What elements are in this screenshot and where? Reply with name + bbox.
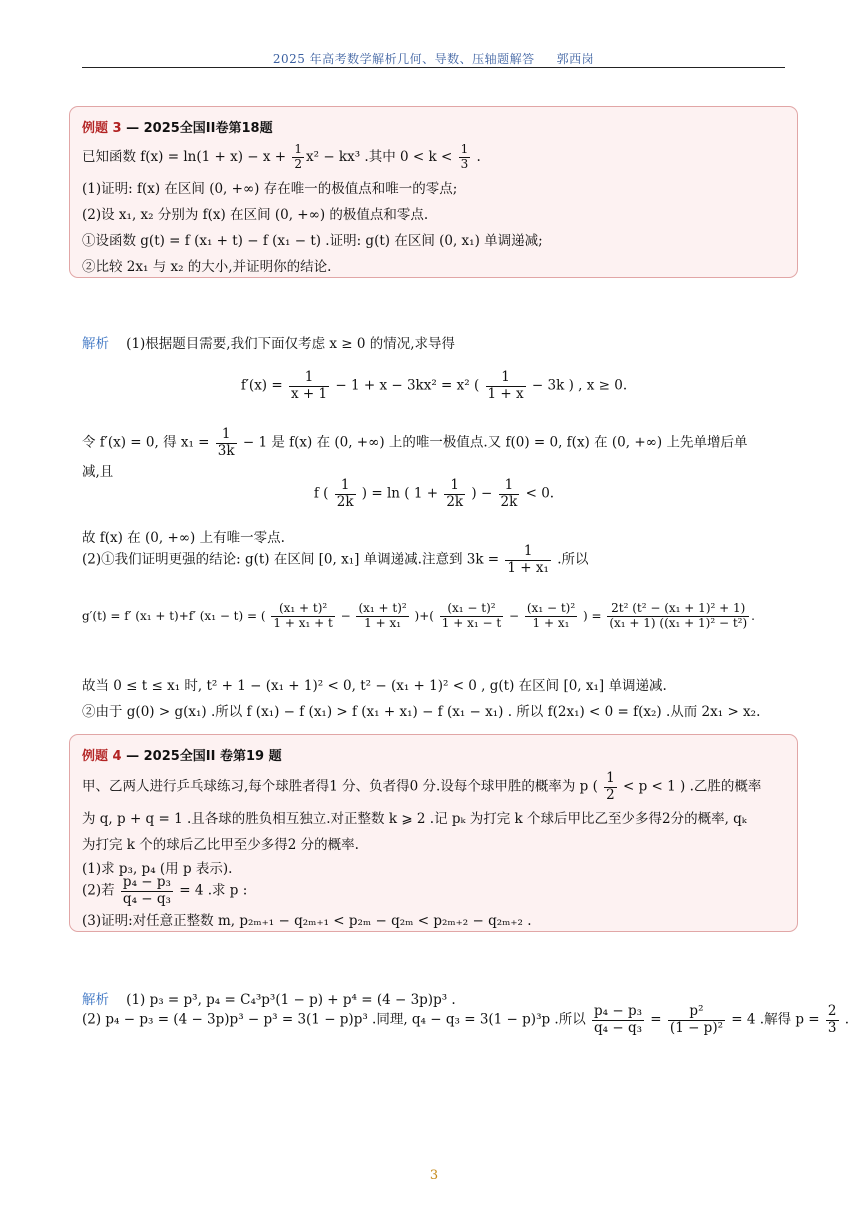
example-4-line-4: (1)求 p₃, p₄ (用 p 表示). (82, 861, 233, 877)
frac-den: 1 + x₁ (507, 559, 549, 576)
running-header (82, 50, 785, 67)
frac-den: 1 + x (487, 385, 524, 402)
example-3-box (69, 106, 798, 278)
eq3-f: . (751, 608, 755, 623)
frac-den: q₄ − q₃ (594, 1019, 643, 1036)
frac-den: (x₁ + 1) ((x₁ + 1)² − t²) (609, 615, 748, 630)
p2-b: − 1 是 f(x) 在 (0, +∞) 上的唯一极值点.又 f(0) = 0, f(x) 在 (0, +∞) 上先单增后单 (238, 434, 748, 451)
solution-4-label: 解析 (82, 992, 109, 1008)
example-4-label: 例题 4 (82, 749, 122, 764)
ex3-frac-half (292, 143, 304, 172)
example-4-title (82, 745, 282, 764)
frac-den: 1 + x₁ + t (273, 615, 333, 630)
example-4-line-1 (82, 771, 761, 803)
frac-num: 2 (827, 1003, 837, 1019)
p2-frac (216, 427, 237, 459)
frac-den: 2 (606, 786, 615, 803)
eq2-frac-1 (335, 478, 356, 510)
eq1-b: − 1 + x − 3kx² = x² ( (331, 377, 484, 394)
example-3-line-2: (1)证明: f(x) 在区间 (0, +∞) 存在唯一的极值点和唯一的零点; (82, 181, 458, 197)
sol4-p2a: (2) p₄ − p₃ = (4 − 3p)p³ − p³ = 3(1 − p)p³ .同理, q₄ − q₃ = 3(1 − p)³p .所以 (82, 1011, 590, 1028)
example-4-line-5 (82, 875, 247, 907)
ex3-l1b-text: x² − kx³ .其中 0 < k < (306, 148, 457, 165)
eq3-frac-5 (607, 602, 749, 631)
frac-den: 1 + x₁ (356, 616, 408, 631)
header-title: 2025 年高考数学解析几何、导数、压轴题解答 (272, 52, 535, 66)
page-number: 3 (429, 1168, 439, 1183)
ex3-l1-text: 已知函数 f(x) = ln(1 + x) − x + (82, 148, 291, 165)
frac-num: 1 (294, 142, 303, 156)
frac-den: q₄ − q₃ (122, 890, 171, 907)
frac-den: 1 + x₁ − t (441, 615, 502, 630)
eq3-a: g′(t) = f′ (x₁ + t)+f′ (x₁ − t) = ( (82, 608, 270, 623)
eq3-e: ) = (579, 608, 606, 623)
eq3-c: )+( (410, 608, 438, 623)
header-rule (82, 67, 785, 68)
example-4-line-2: 为 q, p + q = 1 .且各球的胜负相互独立.对正整数 k ⩾ 2 .记 pₖ 为打完 k 个球后甲比乙至少多得2分的概率, qₖ (82, 811, 747, 827)
frac-num: 1 (450, 477, 459, 493)
example-3-line-3: (2)设 x₁, x₂ 分别为 f(x) 在区间 (0, +∞) 的极值点和零点. (82, 207, 429, 223)
example-4-line-3: 为打完 k 个的球后乙比甲至少多得2 分的概率. (82, 837, 359, 853)
eq2-a: f ( (313, 485, 333, 502)
eq3-frac-2 (356, 602, 408, 631)
solution-3-eq2 (0, 478, 868, 510)
eq3-b: − (336, 608, 355, 623)
ex4-l5a: (2)若 (82, 882, 119, 899)
example-4-source: — 2025全国II 卷第19 题 (121, 749, 282, 764)
frac-num: 1 (523, 543, 533, 559)
frac-num: 1 (304, 369, 314, 385)
frac-num: (x₁ − t)² (447, 601, 496, 615)
p4-frac (505, 544, 551, 576)
frac-den: 2k (500, 493, 518, 510)
frac-den: x + 1 (290, 385, 328, 402)
solution-4-p1-text: (1) p₃ = p³, p₄ = C₄³p³(1 − p) + p⁴ = (4 − 3p)p³ . (126, 992, 456, 1008)
eq2-b: ) = ln ( 1 + (357, 485, 443, 502)
example-3-source: — 2025全国II卷第18题 (121, 121, 273, 136)
eq1-a: f′(x) = (240, 377, 287, 394)
frac-den: 3 (460, 156, 469, 171)
frac-num: 1 (221, 426, 231, 442)
eq2-frac-2 (444, 478, 465, 510)
header-author: 郭西岗 (556, 52, 595, 66)
sol4-frac-3 (826, 1004, 839, 1036)
frac-num: (x₁ + t)² (358, 601, 407, 615)
solution-3-p6: ②由于 g(0) > g(x₁) .所以 f (x₁) − f (x₁) > f (x₁ + x₁) − f (x₁ − x₁) . 所以 f(2x₁) < 0 = f(x₂) .从而 2x₁ > x₂. (82, 704, 761, 720)
p4-b: .所以 (552, 551, 589, 568)
solution-3-p4 (82, 544, 589, 576)
frac-den: 3 (827, 1019, 837, 1036)
solution-4-p2 (82, 1004, 849, 1036)
frac-num: (x₁ + t)² (278, 601, 328, 615)
frac-num: (x₁ − t)² (526, 601, 576, 615)
solution-3-p1-text: (1)根据题目需要,我们下面仅考虑 x ≥ 0 的情况,求导得 (126, 336, 456, 352)
solution-3-p2 (82, 427, 747, 459)
solution-3-p1 (82, 332, 455, 352)
example-3-label: 例题 3 (82, 121, 122, 136)
frac-den: 3k (217, 442, 235, 459)
ex3-l1c-text: . (472, 148, 481, 165)
example-4-box (69, 734, 798, 932)
sol4-p2c: = 4 .解得 p = (727, 1011, 824, 1028)
frac-num: 2t² (t² − (x₁ + 1)² + 1) (611, 601, 746, 615)
frac-num: 1 (504, 477, 514, 493)
eq3-d: − (505, 608, 523, 623)
ex4-l1b: < p < 1 ) .乙胜的概率 (618, 778, 762, 795)
frac-den: 1 + x₁ (525, 616, 577, 631)
ex4-frac-half (604, 771, 617, 803)
frac-num: p² (689, 1003, 704, 1019)
solution-3-p3: 故 f(x) 在 (0, +∞) 上有唯一零点. (82, 530, 285, 546)
frac-num: p₄ − p₃ (122, 874, 171, 890)
solution-3-eq3 (82, 602, 755, 631)
frac-den: 2k (446, 493, 464, 510)
frac-num: 1 (340, 477, 350, 493)
eq1-frac-2 (486, 370, 526, 402)
solution-3-eq1 (0, 370, 868, 402)
eq2-c: ) − (467, 485, 497, 502)
solution-3-p2c: 减,且 (82, 464, 114, 480)
frac-den: 2 (294, 156, 303, 171)
frac-num: 1 (460, 142, 469, 156)
solution-3-p5: 故当 0 ≤ t ≤ x₁ 时, t² + 1 − (x₁ + 1)² < 0, t² − (x₁ + 1)² < 0 , g(t) 在区间 [0, x₁] 单调递减. (82, 678, 667, 694)
ex4-l1a: 甲、乙两人进行乒乓球练习,每个球胜者得1 分、负者得0 分.设每个球甲胜的概率为 p ( (82, 778, 603, 795)
p4-a: (2)①我们证明更强的结论: g(t) 在区间 [0, x₁] 单调递减.注意到 3k = (82, 551, 504, 568)
p2-a: 令 f′(x) = 0, 得 x₁ = (82, 434, 214, 451)
eq3-frac-3 (440, 602, 503, 631)
eq2-d: < 0. (521, 485, 555, 502)
sol4-frac-2 (668, 1004, 725, 1036)
example-3-line-5: ②比较 2x₁ 与 x₂ 的大小,并证明你的结论. (82, 259, 332, 275)
eq2-frac-3 (499, 478, 520, 510)
example-4-line-6: (3)证明:对任意正整数 m, p₂ₘ₊₁ − q₂ₘ₊₁ < p₂ₘ − q₂ₘ < p₂ₘ₊₂ − q₂ₘ₊₂ . (82, 913, 532, 929)
ex4-frac-ratio (121, 875, 173, 907)
frac-num: 1 (501, 369, 510, 385)
sol4-frac-1 (592, 1004, 644, 1036)
eq3-frac-4 (525, 602, 577, 631)
ex4-l5b: = 4 .求 p : (174, 882, 248, 899)
eq3-frac-1 (271, 602, 334, 631)
example-3-line-4: ①设函数 g(t) = f (x₁ + t) − f (x₁ − t) .证明: g(t) 在区间 (0, x₁) 单调递减; (82, 233, 543, 249)
sol4-p2b: = (646, 1011, 666, 1028)
sol4-p2d: . (840, 1011, 850, 1028)
ex3-frac-third (459, 143, 471, 172)
eq1-c: − 3k ) , x ≥ 0. (527, 377, 628, 394)
example-3-line-1 (82, 143, 481, 172)
eq1-frac-1 (289, 370, 329, 402)
solution-3-label: 解析 (82, 336, 109, 352)
frac-den: 2k (336, 493, 354, 510)
example-3-title (82, 117, 273, 136)
frac-den: (1 − p)² (669, 1019, 723, 1036)
frac-num: p₄ − p₃ (594, 1003, 643, 1019)
frac-num: 1 (606, 770, 615, 786)
